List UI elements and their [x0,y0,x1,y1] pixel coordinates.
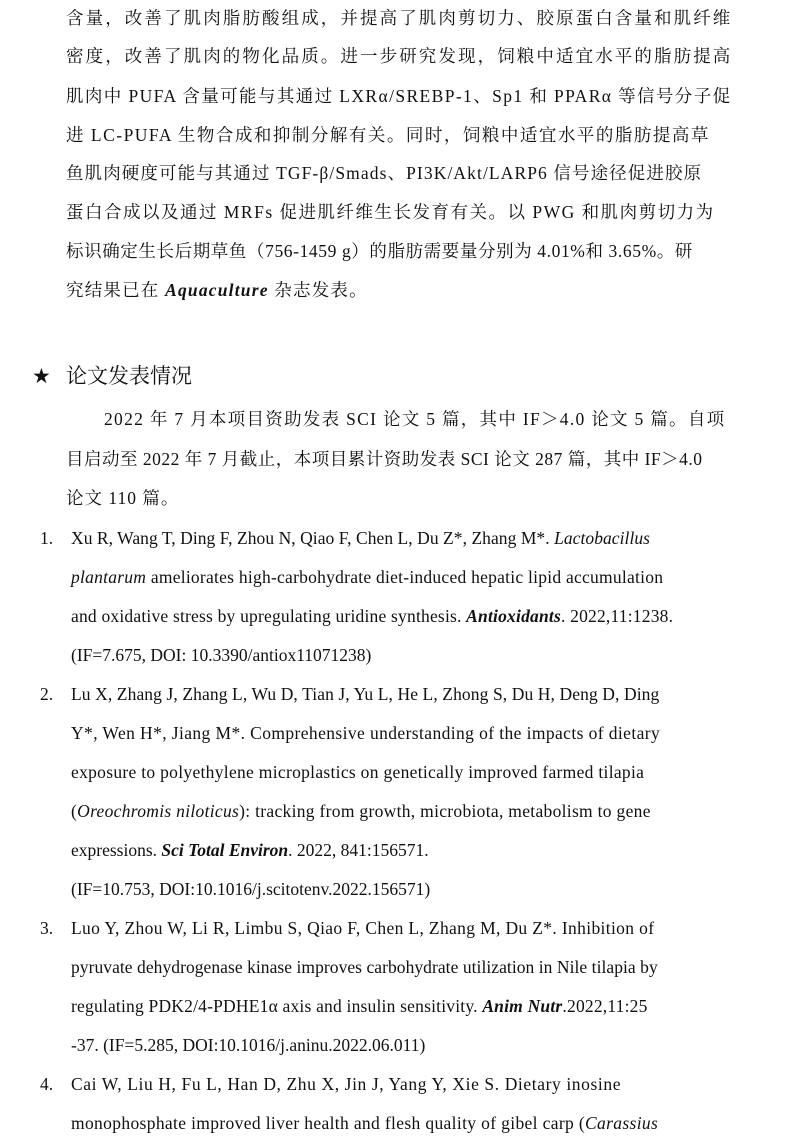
ref-3-journal: Anim Nutr [482,996,563,1016]
reference-3-line-3 [71,994,648,1018]
intro-line-3: 肌肉中 PUFA 含量可能与其通过 LXRα/SREBP-1、Sp1 和 PPARα 等信号分子促 [66,86,732,106]
intro-line-7: 标识确定生长后期草鱼（756-1459 g）的脂肪需要量分别为 4.01%和 3.65%。研 [66,241,693,261]
reference-2-line-3: exposure to polyethylene microplastics on genetically improved farmed tilapia [71,762,645,782]
ref-4-title: monophosphate improved liver health and flesh quality of gibel carp ( [71,1113,586,1133]
reference-2-line-5 [71,838,429,862]
journal-aquaculture: Aquaculture [165,280,269,300]
ref-3-title-end: regulating PDK2/4-PDHE1α axis and insulin sensitivity. [71,996,483,1016]
intro-line-8 [66,278,368,302]
reference-number: 2. [40,684,54,704]
section-heading [32,362,192,390]
ref-1-volume: . 2022,11:1238. [560,606,674,626]
ref-1-species-b: plantarum [71,567,147,587]
intro-line-1: 含量，改善了肌肉脂肪酸组成，并提高了肌肉剪切力、胶原蛋白含量和肌纤维 [66,8,733,28]
section-para-line-1: 2022 年 7 月本项目资助发表 SCI 论文 5 篇，其中 IF＞4.0 论文 5 篇。自项 [104,409,726,429]
ref-1-authors: Xu R, Wang T, Ding F, Zhou N, Qiao F, Chen L, Du Z*, Zhang M*. [71,528,555,548]
reference-2-line-1: Lu X, Zhang J, Zhang L, Wu D, Tian J, Yu L, He L, Zhong S, Du H, Deng D, Ding [71,684,660,704]
reference-number: 3. [40,918,54,938]
ref-2-journal: Sci Total Environ [161,840,289,860]
reference-2-line-4 [71,799,651,823]
section-para-line-3: 论文 110 篇。 [66,488,180,508]
reference-1-line-2 [71,565,663,589]
reference-1-line-4: (IF=7.675, DOI: 10.3390/antiox11071238) [71,645,372,665]
ref-1-journal: Antioxidants [466,606,561,626]
ref-4-species: Carassius [585,1113,659,1133]
ref-2-species: Oreochromis niloticus [77,801,240,821]
reference-3-line-2: pyruvate dehydrogenase kinase improves carbohydrate utilization in Nile tilapia by [71,957,658,977]
intro-line-6: 蛋白合成以及通过 MRFs 促进肌纤维生长发育有关。以 PWG 和肌肉剪切力为 [66,202,715,222]
reference-1-line-1 [71,526,650,550]
reference-4-line-1: Cai W, Liu H, Fu L, Han D, Zhu X, Jin J, Yang Y, Xie S. Dietary inosine [71,1074,622,1094]
reference-3-line-1: Luo Y, Zhou W, Li R, Limbu S, Qiao F, Chen L, Zhang M, Du Z*. Inhibition of [71,918,655,938]
star-icon: ★ [32,364,51,388]
intro-line-2: 密度，改善了肌肉的物化品质。进一步研究发现，饲粮中适宜水平的脂肪提高 [66,46,733,66]
reference-4-line-2 [71,1111,658,1135]
ref-2-volume: . 2022, 841:156571. [288,840,429,860]
reference-1-line-3 [71,604,673,628]
reference-3-line-4: -37. (IF=5.285, DOI:10.1016/j.aninu.2022.06.011) [71,1035,426,1055]
intro-line-5: 鱼肌肉硬度可能与其通过 TGF-β/Smads、PI3K/Akt/LARP6 信号途径促进胶原 [66,163,703,183]
ref-1-title-a: ameliorates high-carbohydrate diet-induced hepatic lipid accumulation [146,567,664,587]
ref-2-title-last: expressions. [71,840,162,860]
reference-2-line-2: Y*, Wen H*, Jiang M*. Comprehensive understanding of the impacts of dietary [71,723,661,743]
ref-3-volume: .2022,11:25 [562,996,648,1016]
intro-line-8-post: 杂志发表。 [268,280,368,300]
reference-number: 1. [40,528,54,548]
intro-line-4: 进 LC-PUFA 生物合成和抑制分解有关。同时，饲粮中适宜水平的脂肪提高草 [66,125,710,145]
ref-1-title-b: and oxidative stress by upregulating uridine synthesis. [71,606,467,626]
ref-1-species-a: Lactobacillus [554,528,651,548]
section-para-line-2: 目启动至 2022 年 7 月截止，本项目累计资助发表 SCI 论文 287 篇，其中 IF＞4.0 [66,449,703,469]
section-title: 论文发表情况 [66,364,192,388]
intro-line-8-pre: 究结果已在 [66,280,166,300]
ref-2-paren: ( [71,801,78,821]
reference-number: 4. [40,1074,54,1094]
ref-2-title-end: ): tracking from growth, microbiota, metabolism to gene [239,801,651,821]
reference-2-line-6: (IF=10.753, DOI:10.1016/j.scitotenv.2022.156571) [71,879,431,899]
